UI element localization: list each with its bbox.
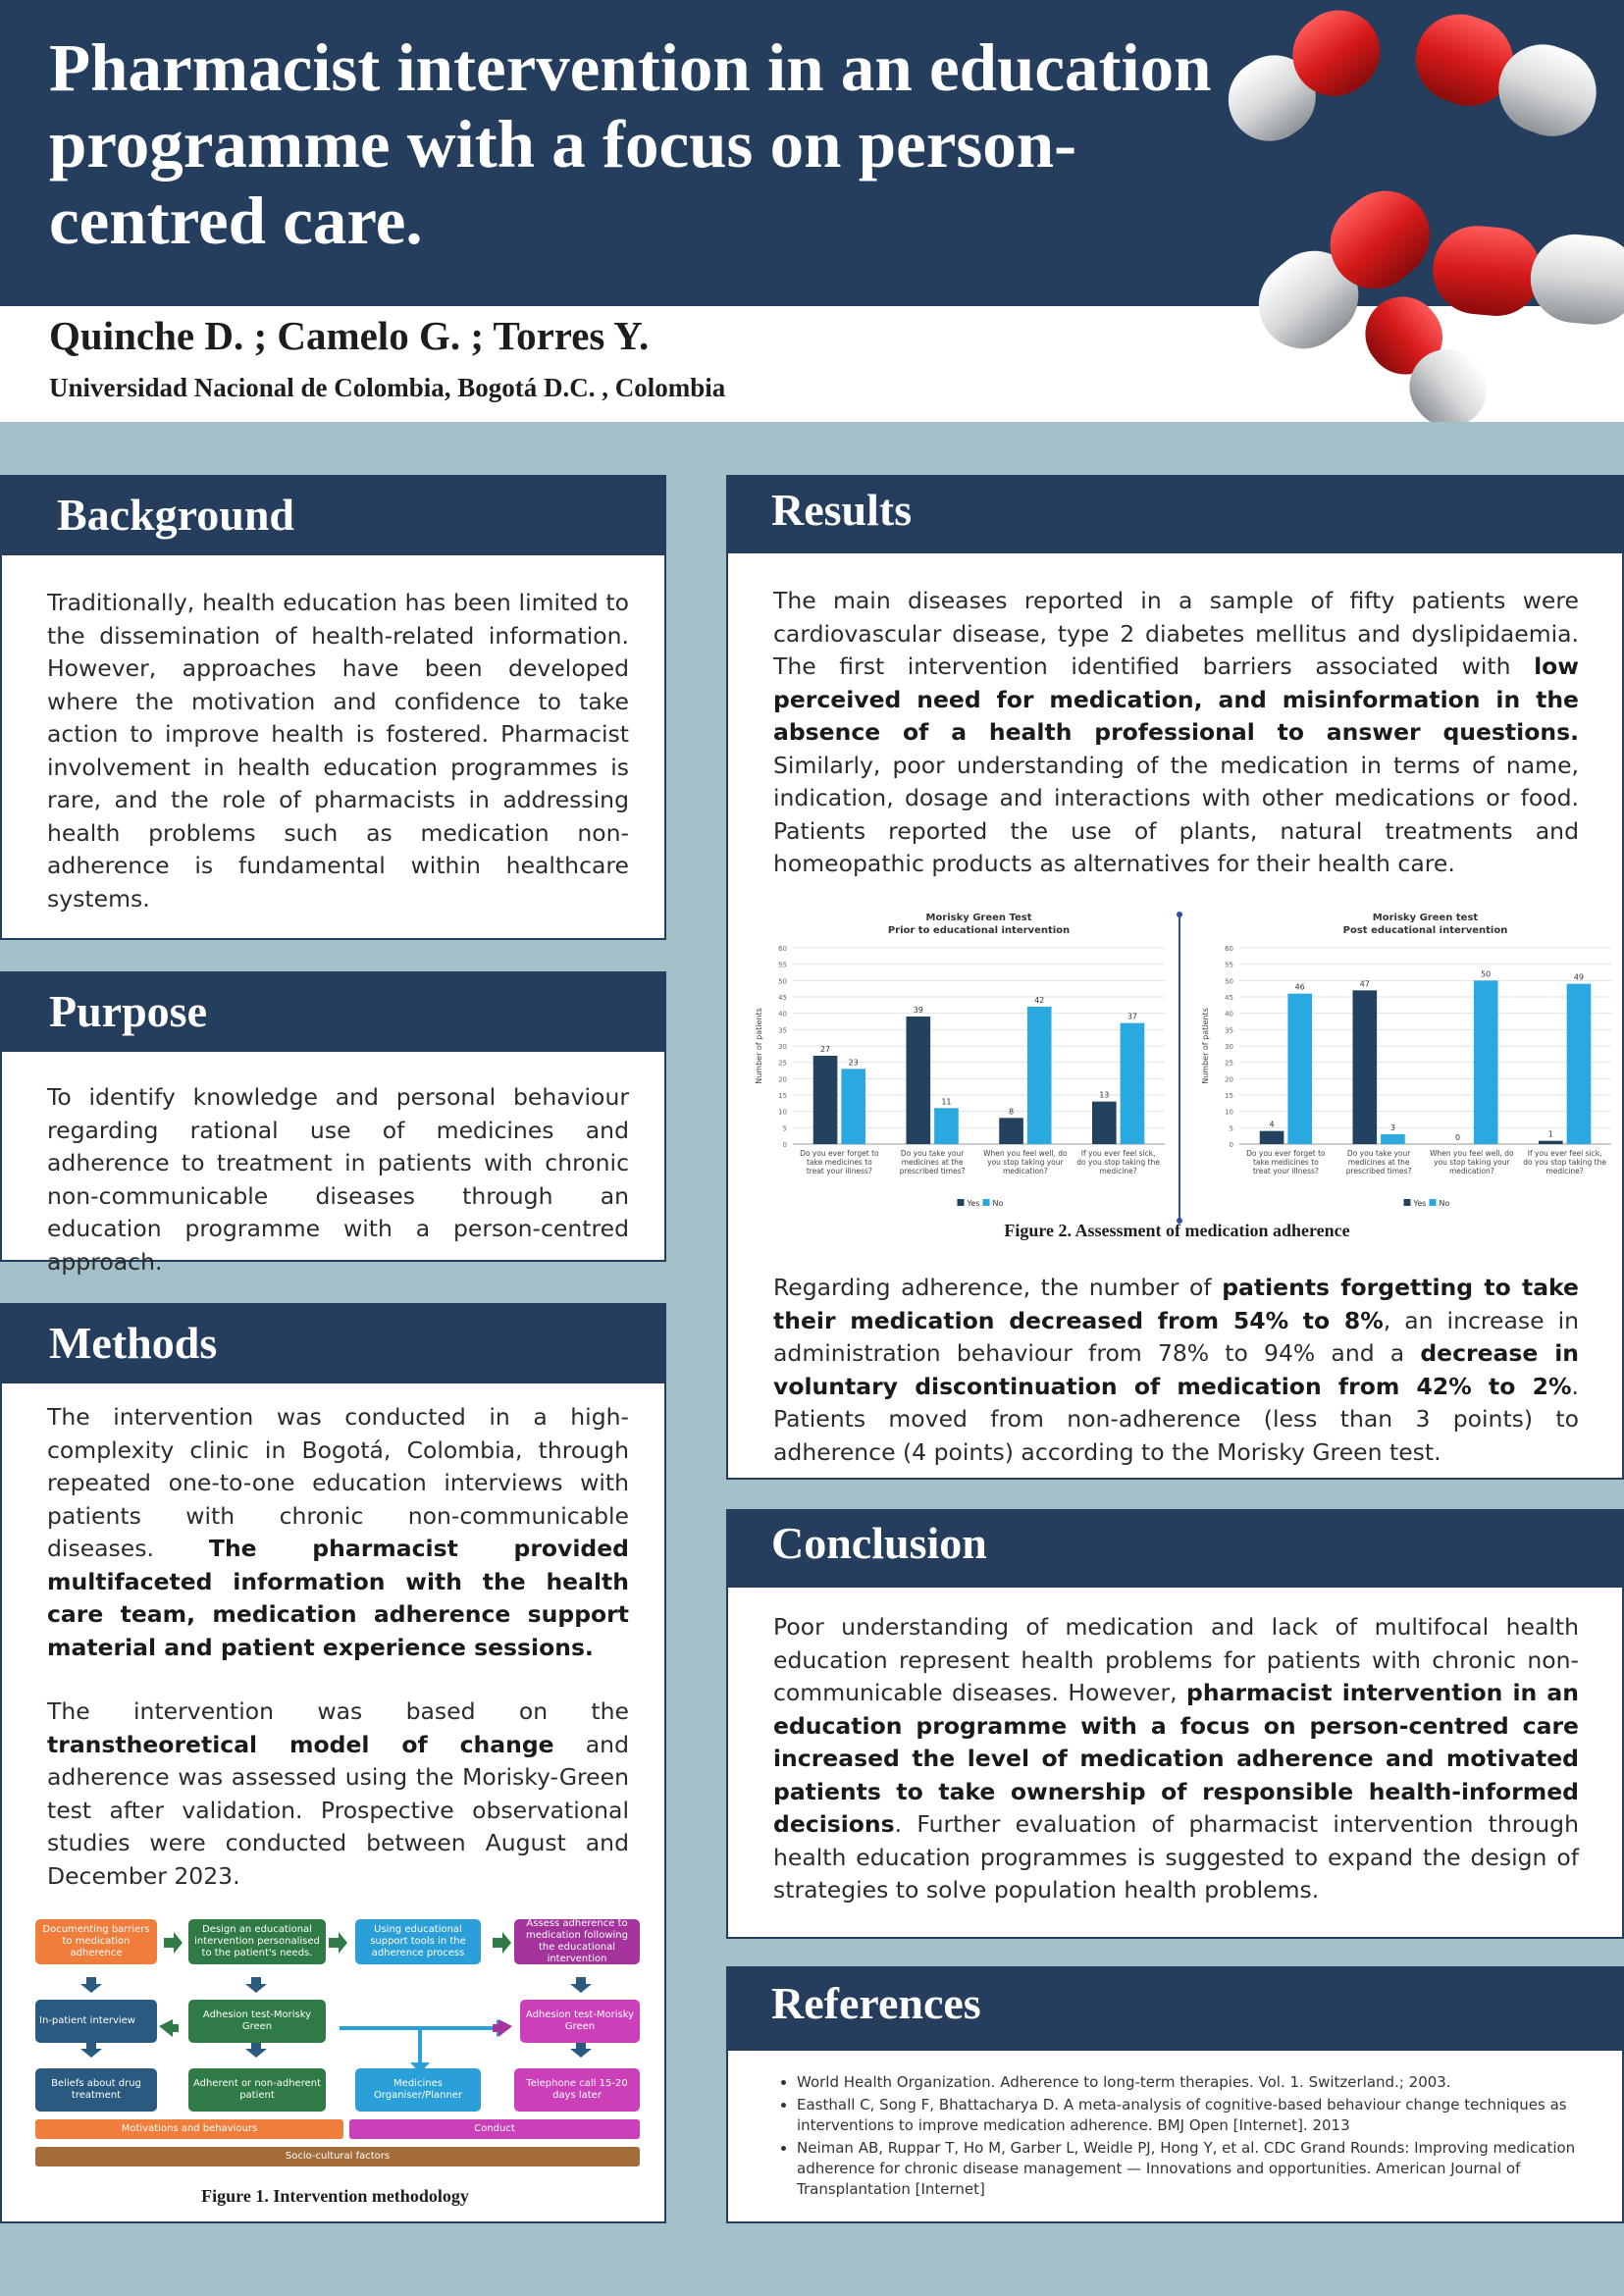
background-text: Traditionally, health education has been limited to the dissemination of health-related information. However, approaches have been developed where the motivation and confidence to take action to improve health is fostered. Pharmacist involvement in health education programmes is rare, and the role of pharmacists in addressing health problems such as medication non-adherence is fundamental within healthcare systems. xyxy=(47,589,629,913)
y-tick-label: 50 xyxy=(778,977,787,986)
results-paragraph-1 xyxy=(773,585,1579,881)
legend-label: Yes xyxy=(1413,1199,1427,1208)
y-tick-label: 45 xyxy=(1225,994,1233,1002)
bar-yes xyxy=(999,1118,1023,1144)
y-axis-label: Number of patients xyxy=(755,1008,763,1084)
methods-p1-text: The intervention was conducted in a high-complexity clinic in Bogotá, Colombia, through repeated one-to-one education interviews with patients with chronic non-communicable diseases. xyxy=(47,1403,629,1562)
bar-no xyxy=(1287,994,1312,1144)
affiliation: Universidad Nacional de Colombia, Bogotá D.C. , Colombia xyxy=(49,373,726,402)
bar-yes xyxy=(1260,1131,1284,1144)
background-panel xyxy=(0,475,666,940)
flow-step-inpatient-interview: In-patient interview xyxy=(35,2000,157,2043)
references-list xyxy=(797,2072,1602,2202)
flow-step-assess-adherence: Assess adherence to medication following the educational intervention xyxy=(514,1919,640,1964)
category-label: When you feel well, do you stop taking your medication? xyxy=(1430,1149,1514,1175)
legend-swatch xyxy=(1430,1199,1437,1206)
flow-bar-motivations: Motivations and behaviours xyxy=(35,2119,343,2139)
data-label: 39 xyxy=(913,1006,923,1015)
methods-heading: Methods xyxy=(0,1303,666,1383)
methodology-flowchart xyxy=(2,1305,668,2225)
bar-no xyxy=(934,1108,959,1144)
y-tick-label: 0 xyxy=(782,1141,787,1149)
data-label: 3 xyxy=(1389,1123,1395,1132)
capsules-image xyxy=(1207,0,1624,422)
data-label: 46 xyxy=(1294,982,1305,992)
chart-title: Morisky Green Test xyxy=(925,913,1032,923)
bar-no xyxy=(1121,1023,1145,1144)
y-axis-label: Number of patients xyxy=(1201,1008,1210,1084)
results-p2-text-c: . Patients moved from non-adherence (less than 3 points) to adherence (4 points) according to the Morisky Green test. xyxy=(773,1372,1579,1466)
bar-yes xyxy=(906,1017,930,1144)
data-label: 47 xyxy=(1359,979,1370,989)
reference-item: • Neiman AB, Ruppar T, Ho M, Garber L, Weidle PJ, Hong Y, et al. CDC Grand Rounds: Improving medication adherence for chronic disease management — Innovations and opportunities. American Journal of Transplantation [Internet] xyxy=(797,2138,1602,2200)
data-label: 49 xyxy=(1573,972,1585,982)
data-label: 1 xyxy=(1547,1129,1553,1139)
data-label: 23 xyxy=(848,1058,859,1068)
bar-yes xyxy=(1539,1141,1563,1144)
y-tick-label: 25 xyxy=(778,1059,787,1068)
category-label: Do you ever forget to take medicines to treat your illness? xyxy=(1246,1149,1326,1175)
results-p2-bold-1: patients forgetting to take their medication decreased from 54% to 8% xyxy=(773,1274,1579,1334)
bar-no xyxy=(1381,1134,1405,1144)
references-panel xyxy=(726,1966,1624,2223)
data-label: 0 xyxy=(1455,1133,1461,1142)
bar-yes xyxy=(1352,990,1377,1144)
bar-no xyxy=(1474,980,1498,1144)
category-label: Do you take your medicines at the prescribed times? xyxy=(899,1149,966,1175)
legend-label: Yes xyxy=(967,1199,980,1208)
y-tick-label: 55 xyxy=(778,961,787,969)
results-heading: Results xyxy=(726,475,1624,553)
references-heading: References xyxy=(726,1966,1624,2051)
category-label: If you ever feel sick, do you stop taking the medicine? xyxy=(1076,1149,1160,1175)
chart-title: Morisky Green test xyxy=(1372,913,1479,923)
flow-bar-conduct: Conduct xyxy=(349,2119,640,2139)
flow-step-adhesion-test-2: Adhesion test-Morisky Green xyxy=(520,2000,640,2043)
methods-panel xyxy=(0,1303,666,2223)
flow-step-design-intervention: Design an educational intervention personalised to the patient's needs. xyxy=(188,1919,326,1964)
conclusion-bold: pharmacist intervention in an education programme with a focus on person-centred care increased the level of medication adherence and motivated patients to take ownership of responsible health-informed decisions xyxy=(773,1679,1579,1838)
header xyxy=(0,0,1624,422)
results-p2-bold-2: decrease in voluntary discontinuation of medication from 42% to 2% xyxy=(773,1339,1579,1400)
figure-1-caption: Figure 1. Intervention methodology xyxy=(201,2186,469,2206)
background-heading: Background xyxy=(0,475,666,555)
poster-title: Pharmacist intervention in an education programme with a focus on person-centred care. xyxy=(49,30,1212,258)
y-tick-label: 5 xyxy=(782,1124,787,1133)
y-tick-label: 5 xyxy=(1229,1124,1233,1133)
conclusion-heading: Conclusion xyxy=(726,1509,1624,1588)
flow-step-document-barriers: Documenting barriers to medication adherence xyxy=(35,1919,157,1964)
y-tick-label: 55 xyxy=(1225,961,1233,969)
conclusion-text-a: Poor understanding of medication and lack of multifocal health education represent health problems for patients with chronic non-communicable diseases. However, xyxy=(773,1613,1579,1706)
conclusion-panel xyxy=(726,1509,1624,1939)
y-tick-label: 35 xyxy=(778,1026,787,1035)
category-label: When you feel well, do you stop taking your medication? xyxy=(983,1149,1068,1175)
data-label: 8 xyxy=(1009,1107,1015,1117)
legend-swatch xyxy=(958,1199,965,1206)
flow-step-support-tools: Using educational support tools in the adherence process xyxy=(355,1919,481,1964)
methods-p2-bold: transtheoretical model of change xyxy=(47,1730,554,1758)
category-label: Do you take your medicines at the prescribed times? xyxy=(1345,1149,1412,1175)
y-tick-label: 20 xyxy=(1225,1075,1233,1084)
purpose-panel xyxy=(0,971,666,1276)
bar-no xyxy=(1027,1007,1052,1144)
data-label: 50 xyxy=(1481,969,1492,979)
data-label: 4 xyxy=(1269,1120,1275,1129)
results-p2-text-b: , an increase in administration behaviour from 78% to 94% and a xyxy=(773,1306,1579,1367)
results-p1-bold: low perceived need for medication, and misinformation in the absence of a health professional to answer questions. xyxy=(773,652,1579,746)
y-tick-label: 40 xyxy=(778,1010,787,1018)
y-tick-label: 35 xyxy=(1225,1026,1233,1035)
purpose-text: To identify knowledge and personal behaviour regarding rational use of medicines and adherence to treatment in patients with chronic non-communicable diseases through an education programme with a person-centred approach. xyxy=(47,1083,629,1276)
conclusion-text xyxy=(773,1611,1579,1907)
figure-2-caption: Figure 2. Assessment of medication adherence xyxy=(1004,1221,1350,1240)
data-label: 13 xyxy=(1099,1090,1110,1100)
flow-step-organiser: Medicines Organiser/Planner xyxy=(355,2068,481,2112)
data-label: 11 xyxy=(941,1097,952,1107)
y-tick-label: 20 xyxy=(778,1075,787,1084)
divider-dot xyxy=(1177,912,1182,917)
y-tick-label: 15 xyxy=(1225,1092,1233,1100)
conclusion-text-b: . Further evaluation of pharmacist intervention through health education programmes is suggested to expand the design of strategies to solve population health problems. xyxy=(773,1810,1579,1904)
results-panel xyxy=(726,475,1624,1480)
y-tick-label: 10 xyxy=(1225,1108,1233,1117)
bar-no xyxy=(841,1069,865,1144)
legend-label: No xyxy=(1439,1199,1450,1208)
data-label: 37 xyxy=(1126,1012,1138,1021)
purpose-heading: Purpose xyxy=(0,971,666,1052)
legend-swatch xyxy=(983,1199,990,1206)
methods-p1-bold: The pharmacist provided multifaceted information with the health care team, medication adherence support material and patient experience sessions. xyxy=(47,1535,630,1661)
chart-subtitle: Post educational intervention xyxy=(1342,925,1508,936)
authors: Quinche D. ; Camelo G. ; Torres Y. xyxy=(49,313,650,358)
methods-p2-text-b: and adherence was assessed using the Morisky-Green test after validation. Prospective observational studies were conducted between August and December 2023. xyxy=(47,1730,629,1890)
flow-bar-sociocultural: Socio-cultural factors xyxy=(35,2147,640,2166)
y-tick-label: 10 xyxy=(778,1108,787,1117)
reference-item: • World Health Organization. Adherence to long-term therapies. Vol. 1. Switzerland.; 2003. xyxy=(797,2072,1602,2093)
results-p1-text-a: The main diseases reported in a sample of fifty patients were cardiovascular disease, type 2 diabetes mellitus and dyslipidaemia. The first intervention identified barriers associated with xyxy=(773,587,1579,680)
y-tick-label: 50 xyxy=(1225,977,1233,986)
bar-no xyxy=(1567,984,1592,1144)
flow-step-telephone-call: Telephone call 15-20 days later xyxy=(514,2068,640,2112)
legend-label: No xyxy=(992,1199,1004,1208)
category-label: Do you ever forget to take medicines to treat your illness? xyxy=(800,1149,879,1175)
category-label: If you ever feel sick, do you stop taking the medicine? xyxy=(1523,1149,1606,1175)
y-tick-label: 30 xyxy=(1225,1043,1233,1051)
y-tick-label: 45 xyxy=(778,994,787,1002)
bar-yes xyxy=(813,1056,838,1144)
flow-step-adherent-patient: Adherent or non-adherent patient xyxy=(188,2068,326,2112)
y-tick-label: 40 xyxy=(1225,1010,1233,1018)
results-p2-text-a: Regarding adherence, the number of xyxy=(773,1274,1223,1301)
reference-item: • Easthall C, Song F, Bhattacharya D. A meta-analysis of cognitive-based behaviour change techniques as interventions to improve medication adherence. BMJ Open [Internet]. 2013 xyxy=(797,2095,1602,2136)
y-tick-label: 25 xyxy=(1225,1059,1233,1068)
y-tick-label: 15 xyxy=(778,1092,787,1100)
y-tick-label: 0 xyxy=(1229,1141,1233,1149)
results-paragraph-2 xyxy=(773,1272,1579,1469)
y-tick-label: 60 xyxy=(1225,945,1233,953)
data-label: 27 xyxy=(819,1045,831,1054)
methods-p2-text-a: The intervention was based on the xyxy=(47,1697,629,1725)
flow-step-beliefs: Beliefs about drug treatment xyxy=(35,2068,157,2112)
y-tick-label: 60 xyxy=(778,945,787,953)
flow-step-adhesion-test-1: Adhesion test-Morisky Green xyxy=(188,2000,326,2043)
y-tick-label: 30 xyxy=(778,1043,787,1051)
data-label: 42 xyxy=(1034,996,1045,1005)
chart-subtitle: Prior to educational intervention xyxy=(887,925,1071,936)
legend-swatch xyxy=(1404,1199,1411,1206)
adherence-charts xyxy=(748,909,1611,1242)
results-p1-text-b: Similarly, poor understanding of the medication in terms of name, indication, dosage and interactions with other medications or food. Patients reported the use of plants, natural treatments and homeopathic products as alternatives for their health care. xyxy=(773,751,1579,877)
bar-yes xyxy=(1092,1102,1117,1144)
